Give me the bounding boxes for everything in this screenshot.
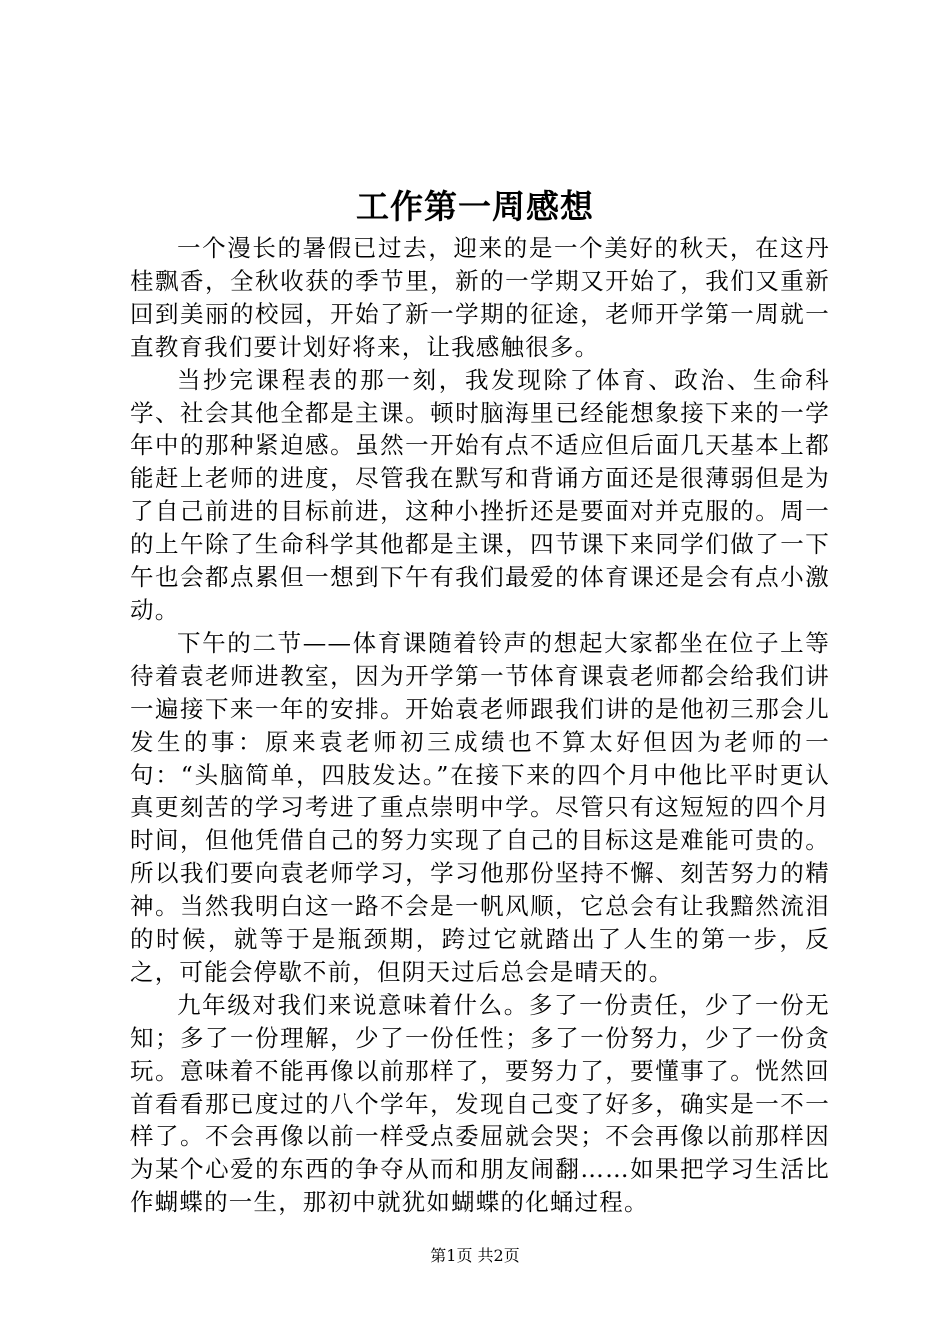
paragraph-2: 当抄完课程表的那一刻，我发现除了体育、政治、生命科学、社会其他全都是主课。顿时脑海里已经能想象接下来的一学年中的那种紧迫感。虽然一开始有点不适应但后面几天基本上都能赶上老师的进度，尽管我在默写和背诵方面还是很薄弱但是为了自己前进的目标前进，这种小挫折还是要面对并克服的。周一的上午除了生命科学其他都是主课，四节课下来同学们做了一下午也会都点累但一想到下午有我们最爱的体育课还是会有点小激动。 xyxy=(130,365,830,624)
paragraph-3: 下午的二节——体育课随着铃声的想起大家都坐在位子上等待着袁老师进教室，因为开学第一节体育课袁老师都会给我们讲一遍接下来一年的安排。开始袁老师跟我们讲的是他初三那会儿发生的事：原来袁老师初三成绩也不算太好但因为老师的一句：“头脑简单，四肢发达。”在接下来的四个月中他比平时更认真更刻苦的学习考进了重点崇明中学。尽管只有这短短的四个月时间，但他凭借自己的努力实现了自己的目标这是难能可贵的。所以我们要向袁老师学习，学习他那份坚持不懈、刻苦努力的精神。当然我明白这一路不会是一帆风顺，它总会有让我黯然流泪的时候，就等于是瓶颈期，跨过它就踏出了人生的第一步，反之，可能会停歇不前，但阴天过后总会是晴天的。 xyxy=(130,628,830,986)
document-title: 工作第一周感想 xyxy=(356,187,594,226)
page-number-footer: 第1页 共2页 xyxy=(430,1246,520,1265)
paragraph-1: 一个漫长的暑假已过去，迎来的是一个美好的秋天，在这丹桂飘香，全秋收获的季节里，新的一学期又开始了，我们又重新回到美丽的校园，开始了新一学期的征途，老师开学第一周就一直教育我们要计划好将来，让我感触很多。 xyxy=(130,234,830,361)
document-body xyxy=(130,232,830,1219)
paragraph-4: 九年级对我们来说意味着什么。多了一份责任，少了一份无知；多了一份理解，少了一份任性；多了一份努力，少了一份贪玩。意味着不能再像以前那样了，要努力了，要懂事了。恍然回首看看那已度过的八个学年，发现自己变了好多，确实是一不一样了。不会再像以前一样受点委屈就会哭；不会再像以前那样因为某个心爱的东西的争夺从而和朋友闹翻……如果把学习生活比作蝴蝶的一生，那初中就犹如蝴蝶的化蛹过程。 xyxy=(130,990,830,1217)
